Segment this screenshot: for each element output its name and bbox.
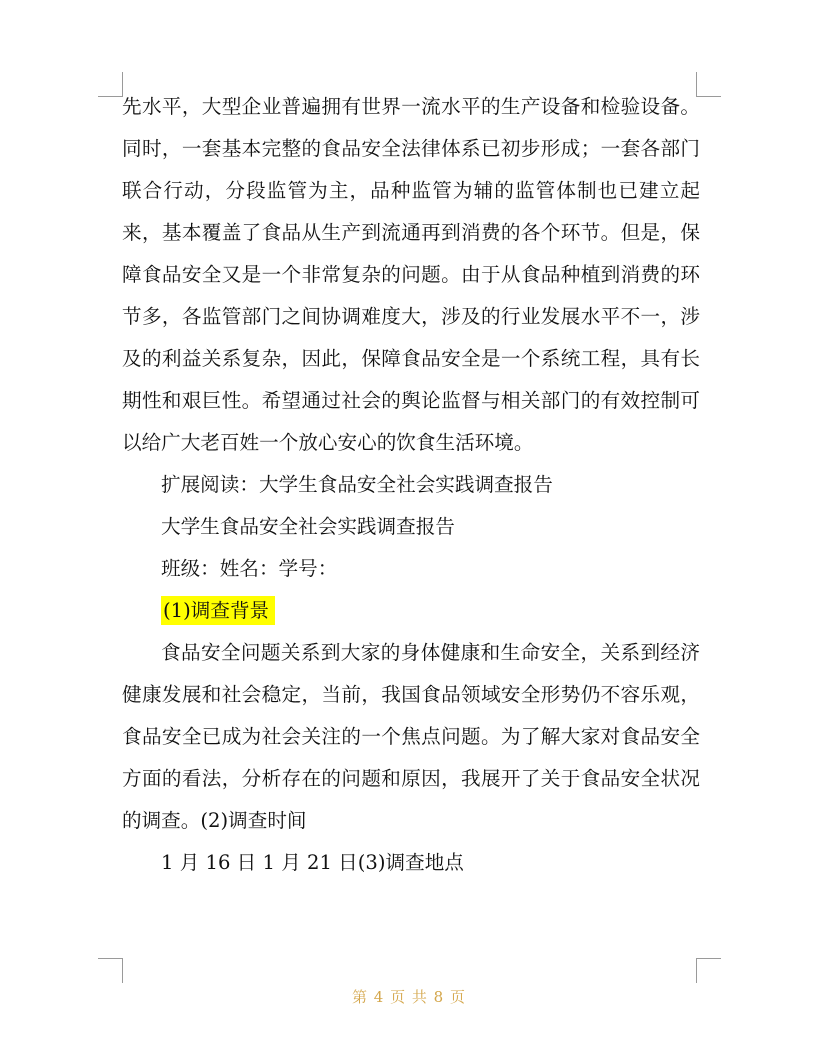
paragraph-background: 食品安全问题关系到大家的身体健康和生命安全，关系到经济健康发展和社会稳定，当前，我国食品领域安全形势仍不容乐观，食品安全已成为社会关注的一个焦点问题。为了解大家对食品安全方面的看法，分析存在的问题和原因，我展开了关于食品安全状况的调查。(2)调查时间	[122, 641, 700, 832]
margin-corner-bottom-right	[696, 958, 721, 983]
margin-corner-bottom-left	[98, 958, 123, 983]
paragraph-report-title: 大学生食品安全社会实践调查报告	[161, 515, 455, 538]
paragraph-student-info: 班级：姓名：学号：	[161, 557, 338, 580]
paragraph-extended-reading: 扩展阅读：大学生食品安全社会实践调查报告	[161, 473, 553, 496]
document-body	[122, 86, 700, 884]
highlighted-heading: (1)调查背景	[161, 596, 275, 625]
page-footer: 第 4 页 共 8 页	[352, 988, 466, 1006]
paragraph-section-heading	[122, 590, 700, 632]
paragraph-date-location: 1 月 16 日 1 月 21 日(3)调查地点	[161, 851, 464, 874]
margin-corner-top-left	[98, 72, 123, 97]
paragraph-continuation: 先水平，大型企业普遍拥有世界一流水平的生产设备和检验设备。同时，一套基本完整的食品安全法律体系已初步形成；一套各部门联合行动，分段监管为主，品种监管为辅的监管体制也已建立起来，基本覆盖了食品从生产到流通再到消费的各个环节。但是，保障食品安全又是一个非常复杂的问题。由于从食品种植到消费的环节多，各监管部门之间协调难度大，涉及的行业发展水平不一，涉及的利益关系复杂，因此，保障食品安全是一个系统工程，具有长期性和艰巨性。希望通过社会的舆论监督与相关部门的有效控制可以给广大老百姓一个放心安心的饮食生活环境。	[122, 95, 700, 454]
